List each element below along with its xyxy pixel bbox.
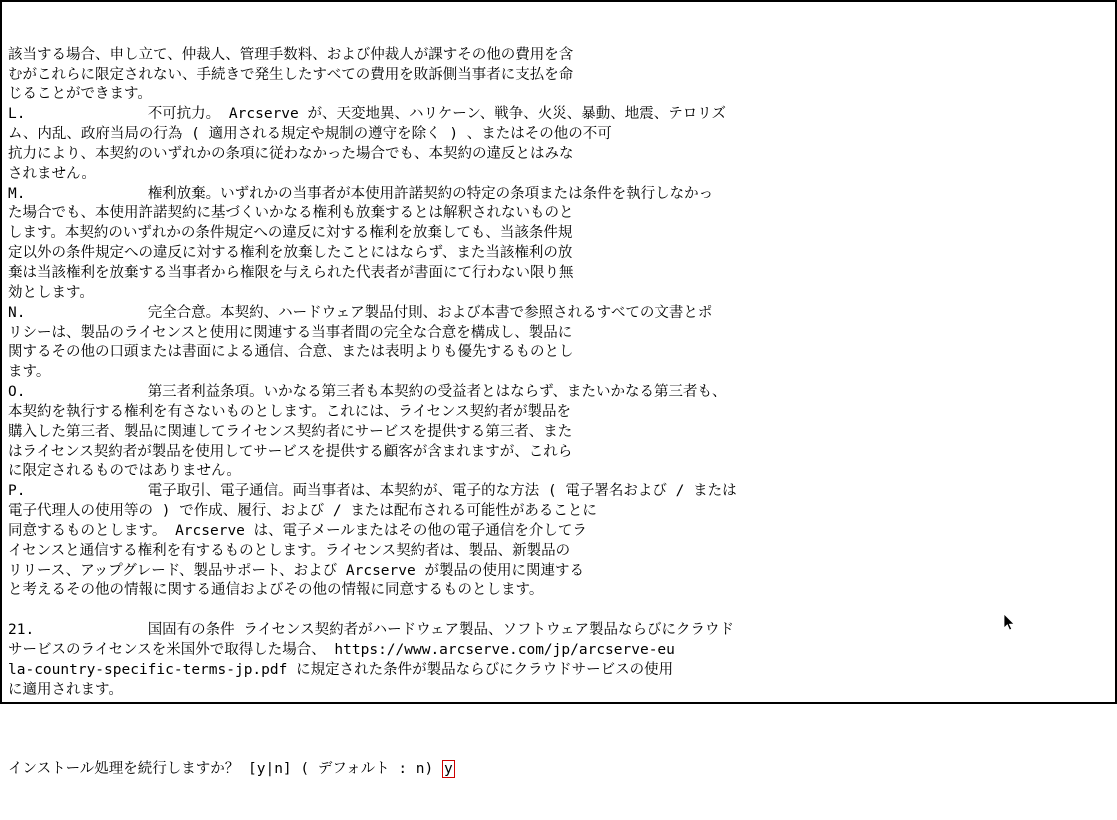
terminal-line: 効とします。 bbox=[8, 284, 94, 301]
terminal-line: と考えるその他の情報に関する通信およびその他の情報に同意するものとします。 bbox=[8, 582, 544, 599]
terminal-line: 定以外の条件規定への違反に対する権利を放棄したことにはならず、また当該権利の放 bbox=[8, 245, 573, 262]
terminal-line: 同意するものとします。 Arcserve は、電子メールまたはその他の電子通信を介してラ bbox=[8, 522, 587, 539]
terminal-line: サービスのライセンスを米国外で取得した場合、 https://www.arcserve.com/jp/arcserve-eu bbox=[8, 642, 675, 658]
terminal-line: リシーは、製品のライセンスと使用に関連する当事者間の完全な合意を構成し、製品に bbox=[8, 324, 573, 341]
terminal-line bbox=[8, 701, 1109, 721]
terminal-line bbox=[8, 601, 1109, 621]
terminal-line: はライセンス契約者が製品を使用してサービスを提供する顧客が含まれますが、これら bbox=[8, 443, 573, 460]
terminal-line: に限定されるものではありません。 bbox=[8, 463, 241, 480]
terminal-line: 購入した第三者、製品に関連してライセンス契約者にサービスを提供する第三者、また bbox=[8, 423, 573, 440]
terminal-line: 電子代理人の使用等の ) で作成、履行、および / または配布される可能性があることに bbox=[8, 503, 597, 520]
terminal-line: ます。 bbox=[8, 364, 51, 381]
terminal-line: します。本契約のいずれかの条件規定への違反に対する権利を放棄しても、当該条件規 bbox=[8, 225, 573, 242]
terminal-line: じることができます。 bbox=[8, 86, 152, 103]
terminal-line: 21. 国固有の条件 ライセンス契約者がハードウェア製品、ソフトウェア製品ならびにクラウド bbox=[8, 622, 734, 639]
terminal-line: 抗力により、本契約のいずれかの条項に従わなかった場合でも、本契約の違反とはみな bbox=[8, 145, 574, 162]
terminal-line: 該当する場合、申し立て、仲裁人、管理手数料、および仲裁人が課すその他の費用を含 bbox=[8, 46, 574, 63]
terminal-line: ム、内乱、政府当局の行為 ( 適用される規定や規制の遵守を除く ) 、またはその他の不可 bbox=[8, 126, 612, 143]
terminal-line: P. 電子取引、電子通信。両当事者は、本契約が、電子的な方法 ( 電子署名および / または bbox=[8, 483, 737, 500]
terminal-line: リリース、アップグレード、製品サポート、および Arcserve が製品の使用に関連する bbox=[8, 562, 584, 579]
terminal-line: に適用されます。 bbox=[8, 681, 123, 698]
terminal-line: むがこれらに限定されない、手続きで発生したすべての費用を敗訴側当事者に支払を命 bbox=[8, 66, 574, 83]
terminal-line: N. 完全合意。本契約、ハードウェア製品付則、および本書で参照されるすべての文書とポ bbox=[8, 304, 713, 321]
terminal-line: L. 不可抗力。 Arcserve が、天変地異、ハリケーン、戦争、火災、暴動、地震、テロリズ bbox=[8, 106, 726, 123]
install-prompt-line bbox=[8, 760, 1109, 780]
terminal-line: 本契約を執行する権利を有さないものとします。これには、ライセンス契約者が製品を bbox=[8, 403, 572, 420]
terminal-line: イセンスと通信する権利を有するものとします。ライセンス契約者は、製品、新製品の bbox=[8, 542, 571, 559]
install-prompt-text: インストール処理を続行しますか？ [y|n] ( デフォルト : n) bbox=[8, 761, 442, 778]
terminal-line: M. 権利放棄。いずれかの当事者が本使用許諾契約の特定の条項または条件を執行しなかっ bbox=[8, 185, 714, 202]
terminal-line: O. 第三者利益条項。いかなる第三者も本契約の受益者とはならず、またいかなる第三者も、 bbox=[8, 384, 727, 401]
terminal-output[interactable] bbox=[2, 2, 1115, 778]
terminal-line: 棄は当該権利を放棄する当事者から権限を与えられた代表者が書面にて行わない限り無 bbox=[8, 264, 574, 281]
terminal-line: la-country-specific-terms-jp.pdf に規定された条件が製品ならびにクラウドサービスの使用 bbox=[8, 661, 674, 678]
terminal-lines bbox=[8, 46, 1109, 721]
terminal-line: 関するその他の口頭または書面による通信、合意、または表明よりも優先するものとし bbox=[8, 344, 574, 361]
install-prompt-input[interactable]: y bbox=[444, 761, 453, 778]
terminal-line: た場合でも、本使用許諾契約に基づくいかなる権利も放棄するとは解釈されないものと bbox=[8, 205, 574, 222]
terminal-line: されません。 bbox=[8, 165, 96, 182]
